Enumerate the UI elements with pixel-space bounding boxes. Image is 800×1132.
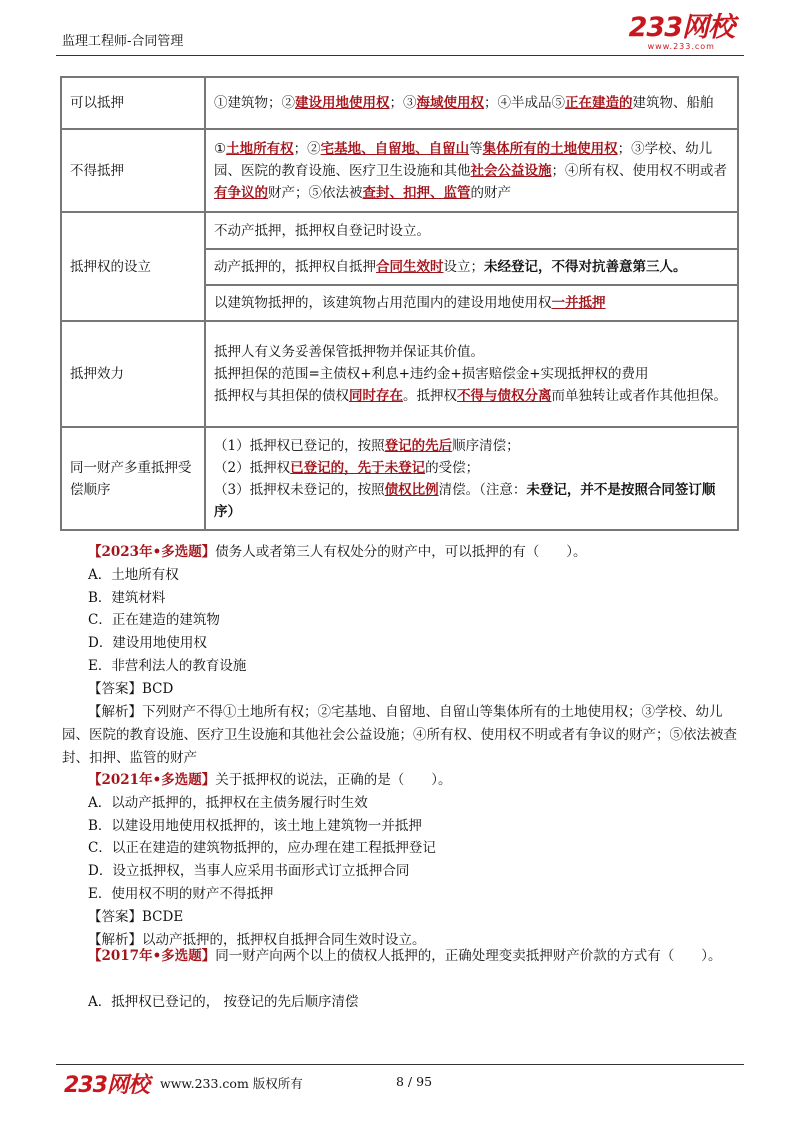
table-row xyxy=(61,321,738,427)
table-row xyxy=(61,129,738,212)
option-e: E．非营利法人的教育设施 xyxy=(88,657,247,674)
page-number: 8 / 95 xyxy=(396,1074,433,1089)
table-row xyxy=(61,427,738,530)
row-content: ①建筑物；②建设用地使用权；③海域使用权；④半成品⑤正在建造的建筑物、船舶 xyxy=(205,77,738,129)
option-b: B．建筑材料 xyxy=(88,589,166,606)
footer-divider xyxy=(56,1064,744,1065)
question-stem: 【2023年•多选题】债务人或者第三人有权处分的财产中，可以抵押的有（ ）。 xyxy=(88,544,587,560)
footer-logo: 233网校 xyxy=(64,1073,149,1098)
option-c: C．以正在建造的建筑物抵押的，应办理在建工程抵押登记 xyxy=(88,840,436,857)
option-d: D．建设用地使用权 xyxy=(88,635,207,652)
option-d: D．设立抵押权，当事人应采用书面形式订立抵押合同 xyxy=(88,863,410,880)
option-b: B．以建设用地使用权抵押的，该土地上建筑物一并抵押 xyxy=(88,817,422,834)
analysis-line: 【解析】以动产抵押的，抵押权自抵押合同生效时设立。 xyxy=(88,931,426,948)
row-content: 以建筑物抵押的，该建筑物占用范围内的建设用地使用权一并抵押 xyxy=(205,285,738,321)
analysis-2023: 【解析】下列财产不得①土地所有权；②宅基地、自留地、自留山等集体所有的土地使用权；③学校、幼儿园、医院的教育设施、医疗卫生设施和其他社会公益设施；④所有权、使用权不明或者有争议的财产；⑤依法被查封、扣押、监管的财产 xyxy=(62,704,737,766)
row-label: 抵押权的设立 xyxy=(61,212,205,321)
row-label: 抵押效力 xyxy=(61,321,205,427)
question-2021 xyxy=(88,769,743,951)
mortgage-summary-table xyxy=(60,76,739,531)
question-stem: 【2021年•多选题】关于抵押权的说法，正确的是（ ）。 xyxy=(88,772,452,788)
table-row xyxy=(61,212,738,249)
row-content: 动产抵押的，抵押权自抵押合同生效时设立；未经登记，不得对抗善意第三人。 xyxy=(205,249,738,285)
logo-wordmark: 233网校 xyxy=(628,12,734,43)
header-divider xyxy=(56,55,744,56)
option-a: A．以动产抵押的，抵押权在主债务履行时生效 xyxy=(88,794,368,811)
question-2023 xyxy=(88,541,743,701)
row-label: 可以抵押 xyxy=(61,77,205,129)
option-a: A．土地所有权 xyxy=(88,566,179,583)
row-content: （1）抵押权已登记的，按照登记的先后顺序清偿； （2）抵押权已登记的，先于未登记的受偿； （3）抵押权未登记的，按照债权比例清偿。（注意：未登记，并不是按照合同签订顺序） xyxy=(205,427,738,530)
document-header-title: 监理工程师-合同管理 xyxy=(62,34,184,49)
row-label: 同一财产多重抵押受偿顺序 xyxy=(61,427,205,530)
logo-url: www.233.com xyxy=(647,42,715,51)
brand-logo xyxy=(629,14,734,51)
answer-line: 【答案】BCDE xyxy=(88,908,184,925)
table-row xyxy=(61,77,738,129)
option-c: C．正在建造的建筑物 xyxy=(88,612,220,629)
row-content: 不动产抵押，抵押权自登记时设立。 xyxy=(205,212,738,249)
row-content: 抵押人有义务妥善保管抵押物并保证其价值。 抵押担保的范围=主债权+利息+违约金+损害赔偿金+实现抵押权的费用 抵押权与其担保的债权同时存在。抵押权不得与债权分离而单独转让或者作其他担保。 xyxy=(205,321,738,427)
option-a: A．抵押权已登记的， 按登记的先后顺序清偿 xyxy=(88,994,359,1010)
row-content: ①土地所有权；②宅基地、自留地、自留山等集体所有的土地使用权；③学校、幼儿园、医院的教育设施、医疗卫生设施和其他社会公益设施；④所有权、使用权不明或者有争议的财产；⑤依法被查封、扣押、监管的财产 xyxy=(205,129,738,212)
question-2017: 【2017年•多选题】同一财产向两个以上的债权人抵押的，正确处理变卖抵押财产价款的方式有（ ）。 xyxy=(88,948,722,964)
option-e: E．使用权不明的财产不得抵押 xyxy=(88,885,274,902)
question-2017-options xyxy=(88,991,743,1014)
answer-line: 【答案】BCD xyxy=(88,680,174,697)
footer-copyright: www.233.com 版权所有 xyxy=(160,1076,303,1091)
row-label: 不得抵押 xyxy=(61,129,205,212)
